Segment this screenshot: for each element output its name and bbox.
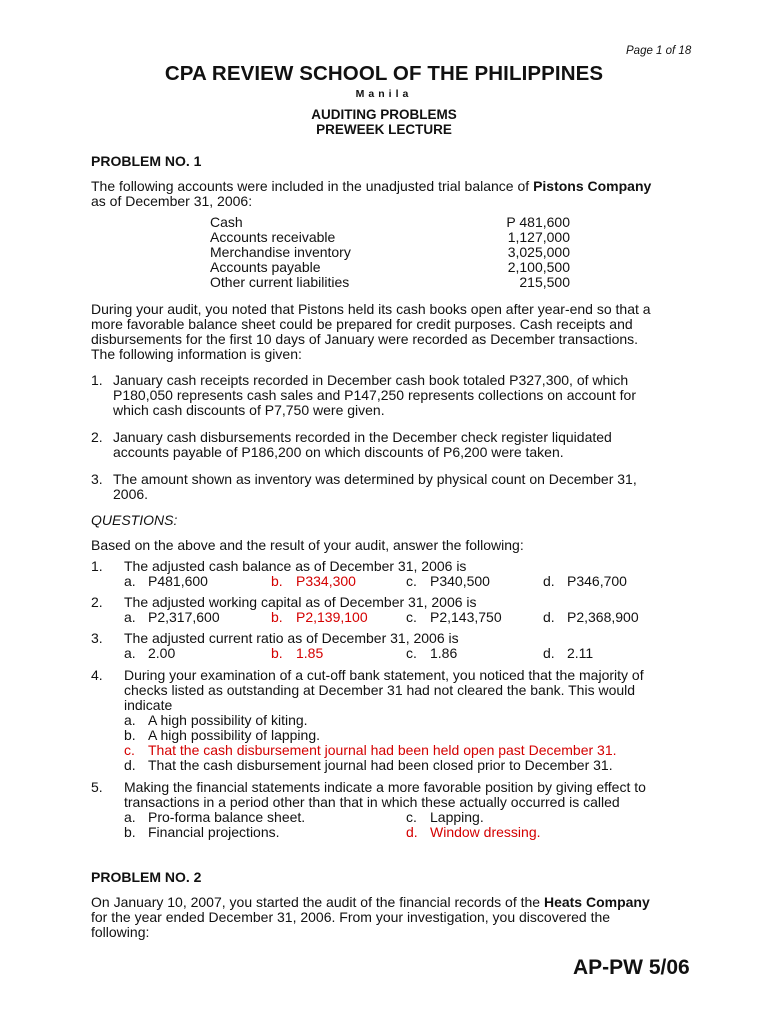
- account-amount: 2,100,500: [507, 259, 570, 275]
- questions-label: QUESTIONS:: [91, 512, 178, 528]
- question-number: 3.: [91, 630, 103, 646]
- problem-1-intro: The following accounts were included in the unadjusted trial balance of Pistons Company: [91, 178, 652, 194]
- choice-letter: c.: [124, 742, 135, 758]
- question-line: indicate: [124, 697, 173, 713]
- choice-text: That the cash disbursement journal had been closed prior to December 31.: [148, 757, 613, 773]
- info-line: The amount shown as inventory was determined by physical count on December 31,: [113, 471, 637, 487]
- paragraph-line: more favorable balance sheet could be prepared for credit purposes. Cash receipts and: [91, 316, 633, 332]
- question-text: The adjusted cash balance as of December 31, 2006 is: [124, 558, 467, 574]
- choice-letter: a.: [124, 809, 136, 825]
- choice-letter: c.: [406, 609, 417, 625]
- question-text: The adjusted current ratio as of December 31, 2006 is: [124, 630, 459, 646]
- question-line: During your examination of a cut-off bank statement, you noticed that the majority of: [124, 667, 644, 683]
- answer-choice-text: P334,300: [296, 573, 356, 589]
- choice-text: Financial projections.: [148, 824, 280, 840]
- question-line: checks listed as outstanding at December 31 had not cleared the bank. This would: [124, 682, 636, 698]
- info-number: 3.: [91, 471, 103, 487]
- choice-letter: a.: [124, 645, 136, 661]
- choice-letter: d.: [124, 757, 136, 773]
- choice-letter: d.: [406, 824, 418, 840]
- problem-1-intro-line2: as of December 31, 2006:: [91, 193, 253, 209]
- info-line: January cash receipts recorded in December cash book totaled P327,300, of which: [113, 372, 629, 388]
- problem-2-line: for the year ended December 31, 2006. From your investigation, you discovered the: [91, 909, 611, 925]
- answer-choice-text: P2,139,100: [296, 609, 368, 625]
- document-code: AP-PW 5/06: [573, 956, 690, 979]
- choice-text: A high possibility of lapping.: [148, 727, 320, 743]
- question-text: The adjusted working capital as of December 31, 2006 is: [124, 594, 477, 610]
- question-number: 2.: [91, 594, 103, 610]
- page-number: Page 1 of 18: [626, 45, 692, 57]
- company-name: Pistons Company: [533, 178, 652, 194]
- choice-text: Lapping.: [430, 809, 484, 825]
- question-number: 1.: [91, 558, 103, 574]
- choice-letter: a.: [124, 609, 136, 625]
- account-amount: 1,127,000: [507, 229, 570, 245]
- account-amount: P 481,600: [506, 214, 570, 230]
- choice-text: P340,500: [430, 573, 490, 589]
- account-name: Accounts receivable: [210, 229, 336, 245]
- questions-intro: Based on the above and the result of your audit, answer the following:: [91, 537, 524, 553]
- choice-text: Pro-forma balance sheet.: [148, 809, 306, 825]
- account-name: Cash: [210, 214, 243, 230]
- choice-text: A high possibility of kiting.: [148, 712, 308, 728]
- question-line: Making the financial statements indicate a more favorable position by giving effect to: [124, 779, 646, 795]
- answer-choice-text: Window dressing.: [430, 824, 541, 840]
- problem-2-heading: PROBLEM NO. 2: [91, 869, 202, 885]
- account-amount: 215,500: [519, 274, 570, 290]
- info-line: 2006.: [113, 486, 149, 502]
- subject-title: AUDITING PROBLEMS: [311, 107, 457, 122]
- account-name: Accounts payable: [210, 259, 321, 275]
- choice-text: P2,317,600: [148, 609, 220, 625]
- choice-text: P481,600: [148, 573, 208, 589]
- choice-letter: b.: [124, 727, 136, 743]
- choice-letter: c.: [406, 573, 417, 589]
- answer-choice-text: That the cash disbursement journal had been held open past December 31.: [148, 742, 617, 758]
- choice-text: 1.86: [430, 645, 458, 661]
- city: Manila: [355, 88, 413, 100]
- account-amount: 3,025,000: [507, 244, 570, 260]
- problem-2-line: On January 10, 2007, you started the audit of the financial records of the Heats Company: [91, 894, 650, 910]
- info-line: accounts payable of P186,200 on which discounts of P6,200 were taken.: [113, 444, 564, 460]
- choice-text: P2,368,900: [567, 609, 639, 625]
- account-name: Merchandise inventory: [210, 244, 351, 260]
- info-line: P180,050 represents cash sales and P147,250 represents collections on account for: [113, 387, 636, 403]
- problem-2-line: following:: [91, 924, 150, 940]
- question-number: 5.: [91, 779, 103, 795]
- choice-text: 2.11: [567, 645, 594, 661]
- choice-text: 2.00: [148, 645, 176, 661]
- choice-letter: a.: [124, 712, 136, 728]
- choice-letter: b.: [124, 824, 136, 840]
- info-number: 1.: [91, 372, 103, 388]
- choice-letter: a.: [124, 573, 136, 589]
- choice-letter: c.: [406, 645, 417, 661]
- account-name: Other current liabilities: [210, 274, 350, 290]
- lecture-title: PREWEEK LECTURE: [316, 122, 452, 137]
- school-name: CPA REVIEW SCHOOL OF THE PHILIPPINES: [164, 62, 604, 85]
- question-number: 4.: [91, 667, 103, 683]
- info-line: which cash discounts of P7,750 were given.: [113, 402, 385, 418]
- choice-letter: b.: [271, 609, 283, 625]
- choice-letter: b.: [271, 645, 283, 661]
- answer-choice-text: 1.85: [296, 645, 324, 661]
- problem-1-heading: PROBLEM NO. 1: [91, 153, 202, 169]
- choice-letter: b.: [271, 573, 283, 589]
- paragraph-line: The following information is given:: [91, 346, 302, 362]
- choice-letter: d.: [543, 573, 555, 589]
- choice-text: P2,143,750: [430, 609, 502, 625]
- info-number: 2.: [91, 429, 103, 445]
- choice-letter: c.: [406, 809, 417, 825]
- question-line: transactions in a period other than that in which these actually occurred is called: [124, 794, 620, 810]
- info-line: January cash disbursements recorded in the December check register liquidated: [113, 429, 612, 445]
- paragraph-line: During your audit, you noted that Pistons held its cash books open after year-end so that a: [91, 301, 651, 317]
- choice-text: P346,700: [567, 573, 627, 589]
- company-name: Heats Company: [543, 894, 650, 910]
- choice-letter: d.: [543, 609, 555, 625]
- choice-letter: d.: [543, 645, 555, 661]
- paragraph-line: disbursements for the first 10 days of January were recorded as December transactions.: [91, 331, 639, 347]
